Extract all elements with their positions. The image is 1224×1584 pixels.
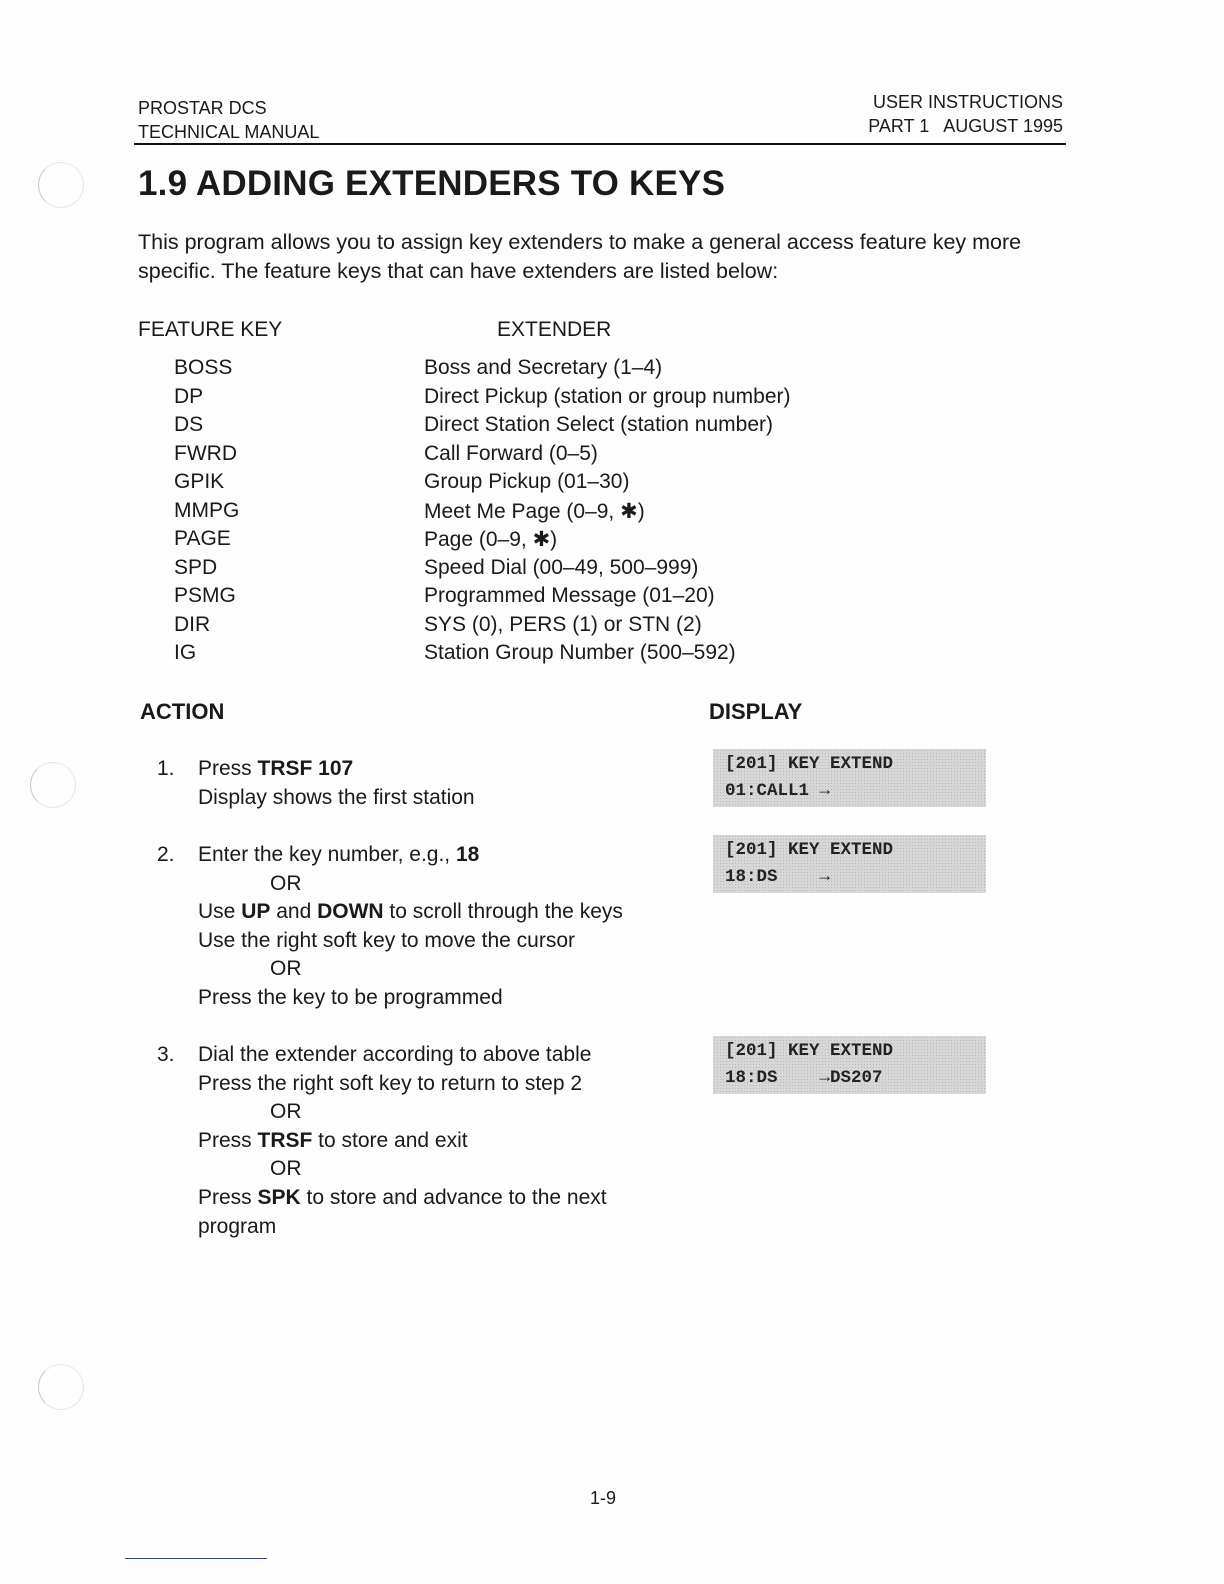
step-line: Enter the key number, e.g., 18 [198, 843, 480, 866]
feature-key: BOSS [174, 356, 233, 379]
feature-key-column-header: FEATURE KEY [138, 318, 283, 341]
step-line: Dial the extender according to above table [198, 1043, 592, 1066]
step-line: Press TRSF 107 [198, 757, 354, 780]
key-name: SPK [257, 1185, 301, 1209]
feature-key: DIR [174, 612, 211, 636]
action-heading: ACTION [140, 699, 225, 724]
extender: SYS (0), PERS (1) or STN (2) [424, 612, 702, 636]
intro-paragraph: This program allows you to assign key extenders to make a general access feature key more specific. The feature keys that can have extenders are listed below: [138, 230, 1022, 283]
lcd-line: [201] KEY EXTEND [725, 1041, 894, 1061]
step-line: Use UP and DOWN to scroll through the keys [198, 900, 623, 924]
extender: Call Forward (0–5) [424, 441, 598, 465]
step-line: Press TRSF to store and exit [198, 1128, 468, 1152]
lcd-display-step-2 [713, 835, 986, 893]
step-line: Display shows the first station [198, 785, 475, 809]
step-line: Use the right soft key to move the cursor [198, 928, 575, 952]
extender: Direct Station Select (station number) [424, 413, 773, 436]
key-name: TRSF [257, 1128, 313, 1152]
step-line: Press SPK to store and advance to the next [198, 1185, 607, 1209]
header-product: PROSTAR DCS [138, 98, 267, 118]
or-separator: OR [270, 871, 302, 895]
header-section: USER INSTRUCTIONS [872, 92, 1063, 112]
punch-hole-mark [38, 1364, 84, 1410]
lcd-display-step-3 [713, 1036, 986, 1094]
lcd-line: [201] KEY EXTEND [725, 840, 894, 860]
extender: Boss and Secretary (1–4) [424, 356, 663, 379]
key-name: TRSF 107 [257, 757, 354, 780]
extender: Direct Pickup (station or group number) [424, 384, 791, 408]
extender: Station Group Number (500–592) [424, 641, 736, 664]
feature-key: PSMG [174, 584, 236, 607]
feature-key: DS [174, 413, 204, 436]
key-name: 18 [455, 843, 480, 866]
feature-key: MMPG [174, 498, 240, 522]
header-manual: TECHNICAL MANUAL [138, 122, 320, 142]
step-body [198, 1041, 607, 1241]
feature-key: IG [174, 641, 197, 664]
key-name: UP [241, 900, 271, 924]
or-separator: OR [270, 1100, 302, 1124]
step-line: Press the right soft key to return to step 2 [198, 1071, 583, 1095]
lcd-line: [201] KEY EXTEND [725, 754, 894, 774]
extender: Speed Dial (00–49, 500–999) [424, 555, 699, 579]
step-body [198, 841, 623, 1013]
punch-hole-mark [38, 162, 84, 208]
header-left [138, 96, 319, 144]
or-separator: OR [270, 1157, 302, 1181]
footer-line [125, 1558, 267, 1559]
key-name: DOWN [317, 900, 384, 924]
header-right [868, 90, 1063, 138]
page-title: 1.9 ADDING EXTENDERS TO KEYS [138, 164, 726, 203]
lcd-display-step-1 [713, 749, 986, 807]
feature-key: SPD [174, 555, 218, 579]
feature-key: FWRD [174, 441, 237, 465]
step-number: 2. [157, 843, 175, 866]
step-line: program [198, 1214, 277, 1238]
feature-key: DP [174, 384, 204, 408]
step-number: 3. [157, 1043, 175, 1066]
lcd-line: 18:DS →DS207 [725, 1068, 883, 1088]
page-number: 1-9 [590, 1488, 617, 1508]
lcd-line: 18:DS → [725, 867, 831, 887]
extender: Page (0–9, ✱) [424, 528, 558, 551]
step-line: Press the key to be programmed [198, 985, 503, 1009]
header-rule [134, 143, 1066, 145]
or-separator: OR [270, 957, 302, 981]
step-number: 1. [157, 757, 175, 780]
feature-key: PAGE [174, 527, 231, 550]
extender: Programmed Message (01–20) [424, 584, 715, 607]
lcd-line: 01:CALL1 → [725, 781, 831, 801]
header-part-date: PART 1 AUGUST 1995 [868, 116, 1063, 136]
display-heading: DISPLAY [709, 699, 803, 724]
step-body [198, 755, 475, 812]
extender: Group Pickup (01–30) [424, 470, 630, 493]
feature-key: GPIK [174, 470, 225, 493]
punch-hole-mark [30, 762, 76, 808]
extender: Meet Me Page (0–9, ✱) [424, 499, 645, 523]
extender-column-header: EXTENDER [497, 318, 612, 341]
